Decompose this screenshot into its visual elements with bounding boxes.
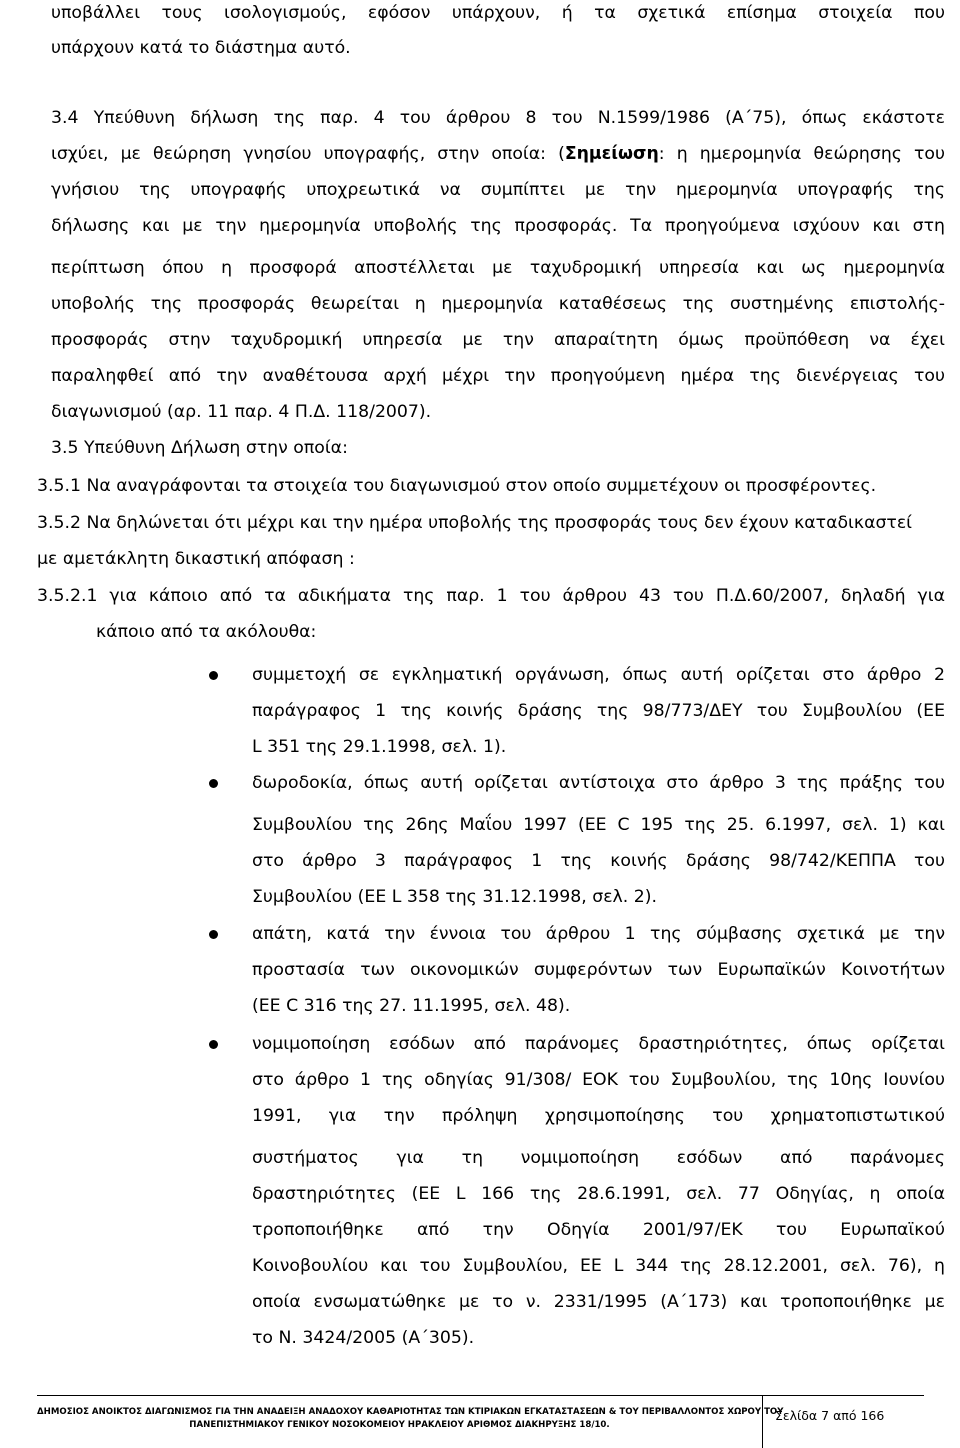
bullet-line: Συμβουλίου (ΕΕ L 358 της 31.12.1998, σελ. 2). xyxy=(252,887,657,907)
bullet-line: (ΕΕ C 316 της 27. 11.1995, σελ. 48). xyxy=(252,996,571,1016)
bullet-line: 1991, για την πρόληψη χρησιμοποίησης του χρηματοπιστωτικού xyxy=(252,1106,945,1126)
bullet-line: Κοινοβουλίου και του Συμβουλίου, ΕΕ L 344 της 28.12.2001, σελ. 76), η xyxy=(252,1256,945,1276)
bullet-icon xyxy=(209,779,218,788)
bullet-line: οποία ενσωματώθηκε με το ν. 2331/1995 (Α΄173) και τροποποιήθηκε με xyxy=(252,1292,945,1312)
bullet-line: δραστηριότητες (ΕΕ L 166 της 28.6.1991, σελ. 77 Οδηγίας, η οποία xyxy=(252,1184,945,1204)
page-number: Σελίδα 7 από 166 xyxy=(775,1408,885,1423)
body-line: κάποιο από τα ακόλουθα: xyxy=(96,622,317,642)
bullet-line: συμμετοχή σε εγκληματική οργάνωση, όπως αυτή ορίζεται στο άρθρο 2 xyxy=(252,665,945,685)
bullet-line: προστασία των οικονομικών συμφερόντων των Ευρωπαϊκών Κοινοτήτων xyxy=(252,960,945,980)
body-line: υποβολής της προσφοράς θεωρείται η ημερομηνία καταθέσεως της συστημένης επιστολής- xyxy=(51,294,945,314)
section-3-5-heading: 3.5 Υπεύθυνη Δήλωση στην οποία: xyxy=(51,438,348,458)
section-3-4-heading: 3.4 Υπεύθυνη δήλωση της παρ. 4 του άρθρου 8 του Ν.1599/1986 (Α΄75), όπως εκάστοτε xyxy=(51,108,945,128)
bullet-line: Συμβουλίου της 26ης Μαΐου 1997 (ΕΕ C 195 της 25. 6.1997, σελ. 1) και xyxy=(252,815,945,835)
bullet-line: στο άρθρο 3 παράγραφος 1 της κοινής δράσης 98/742/ΚΕΠΠΑ του xyxy=(252,851,945,871)
body-line: με αμετάκλητη δικαστική απόφαση : xyxy=(37,549,355,569)
footer-title xyxy=(37,1396,784,1448)
bullet-line: το Ν. 3424/2005 (Α΄305). xyxy=(252,1328,475,1348)
footer-title-line: ΠΑΝΕΠΙΣΤΗΜΙΑΚΟΥ ΓΕΝΙΚΟΥ ΝΟΣΟΚΟΜΕΙΟΥ ΗΡΑΚΛΕΙΟΥ ΑΡΙΘΜΟΣ ΔΙΑΚΗΡΥΞΗΣ 18/10. xyxy=(189,1420,610,1430)
bullet-line: L 351 της 29.1.1998, σελ. 1). xyxy=(252,737,507,757)
footer-title-line: ΔΗΜΟΣΙΟΣ ΑΝΟΙΚΤΟΣ ΔΙΑΓΩΝΙΣΜΟΣ ΓΙΑ ΤΗΝ ΑΝΑΔΕΙΞΗ ΑΝΑΔΟΧΟΥ ΚΑΘΑΡΙΟΤΗΤΑΣ ΤΩΝ ΚΤΙΡΙΑΚΩΝ ΕΓΚΑΤΑΣΤΑΣΕΩΝ & ΤΟΥ ΠΕΡΙΒΑΛΛΟΝΤΟΣ ΧΩΡΟΥ ΤΟΥ xyxy=(37,1407,784,1417)
bullet-icon xyxy=(209,930,218,939)
item-3-5-2-1: 3.5.2.1 για κάποιο από τα αδικήματα της παρ. 1 του άρθρου 43 του Π.Δ.60/2007, δηλαδή για xyxy=(37,586,945,606)
body-line: προσφοράς στην ταχυδρομική υπηρεσία με την απαραίτητη όμως προϋπόθεση να έχει xyxy=(51,330,945,350)
body-line: παραληφθεί από την αναθέτουσα αρχή μέχρι την προηγούμενη ημέρα της διενέργειας του xyxy=(51,366,945,386)
body-line: υποβάλλει τους ισολογισμούς, εφόσον υπάρχουν, ή τα σχετικά επίσημα στοιχεία που xyxy=(51,3,945,23)
bullet-line: δωροδοκία, όπως αυτή ορίζεται αντίστοιχα στο άρθρο 3 της πράξης του xyxy=(252,773,945,793)
bullet-line: απάτη, κατά την έννοια του άρθρου 1 της σύμβασης σχετικά με την xyxy=(252,924,945,944)
item-3-5-1: 3.5.1 Να αναγράφονται τα στοιχεία του διαγωνισμού στον οποίο συμμετέχουν οι προσφέροντες. xyxy=(37,476,877,496)
bullet-line: παράγραφος 1 της κοινής δράσης της 98/773/ΔΕΥ του Συμβουλίου (ΕΕ xyxy=(252,701,945,721)
body-line: περίπτωση όπου η προσφορά αποστέλλεται με ταχυδρομική υπηρεσία και ως ημερομηνία xyxy=(51,258,945,278)
bullet-icon xyxy=(209,1040,218,1049)
body-line: διαγωνισμού (αρ. 11 παρ. 4 Π.Δ. 118/2007). xyxy=(51,402,432,422)
bullet-line: στο άρθρο 1 της οδηγίας 91/308/ ΕΟΚ του Συμβουλίου, της 10ης Ιουνίου xyxy=(252,1070,945,1090)
bullet-line: νομιμοποίηση εσόδων από παράνομες δραστηριότητες, όπως ορίζεται xyxy=(252,1034,945,1054)
bullet-line: συστήματος για τη νομιμοποίηση εσόδων από παράνομες xyxy=(252,1148,945,1168)
bullet-icon xyxy=(209,671,218,680)
item-3-5-2: 3.5.2 Να δηλώνεται ότι μέχρι και την ημέρα υποβολής της προσφοράς τους δεν έχουν καταδικαστεί xyxy=(37,513,913,533)
body-line: ισχύει, με θεώρηση γνησίου υπογραφής, στην οποία: (Σημείωση: η ημερομηνία θεώρησης του xyxy=(51,144,945,164)
bullet-line: τροποποιήθηκε από την Οδηγία 2001/97/ΕΚ του Ευρωπαϊκού xyxy=(252,1220,945,1240)
body-line: γνήσιου της υπογραφής υποχρεωτικά να συμπίπτει με την ημερομηνία υπογραφής της xyxy=(51,180,945,200)
body-line: δήλωσης και με την ημερομηνία υποβολής της προσφοράς. Τα προηγούμενα ισχύουν και στη xyxy=(51,216,945,236)
body-line: υπάρχουν κατά το διάστημα αυτό. xyxy=(51,38,351,58)
note-label: Σημείωση xyxy=(564,144,659,164)
